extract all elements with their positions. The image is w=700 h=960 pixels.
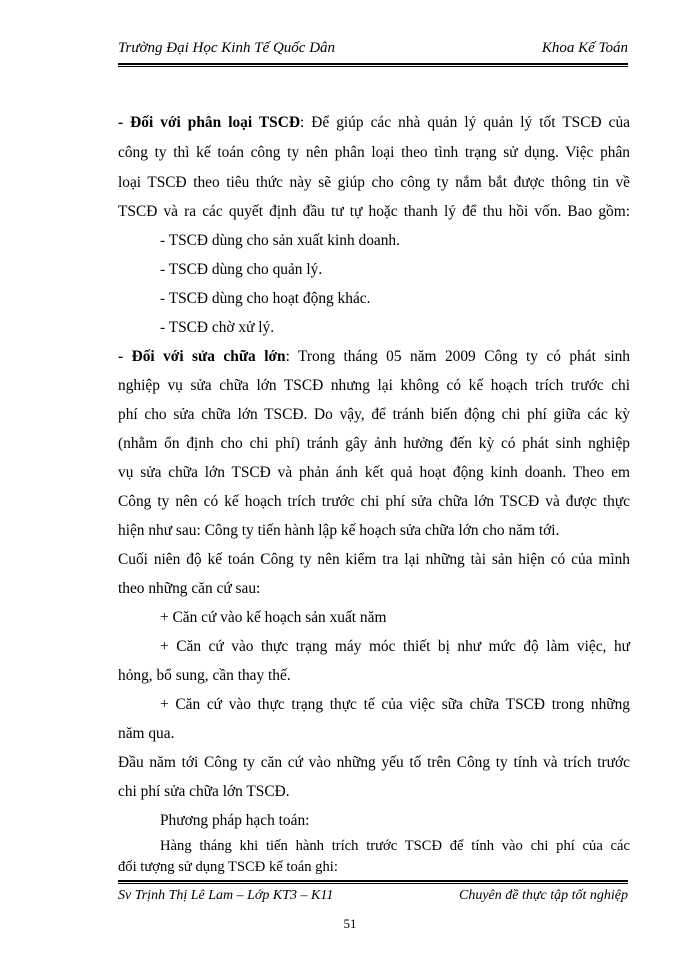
list1-item-4: - TSCĐ chờ xử lý.	[160, 319, 275, 336]
list2-item-3-line2: năm qua.	[118, 725, 175, 742]
p2-line3: phí cho sửa chữa lớn TSCĐ. Do vậy, để tránh biến động chi phí giữa các kỳ	[118, 406, 630, 423]
page-footer	[118, 888, 628, 908]
p5-line: Phương pháp hạch toán:	[160, 812, 310, 829]
p2-line6: Công ty nên có kế hoạch trích trước chi phí sửa chữa lớn TSCĐ và được thực	[118, 493, 630, 510]
p4-line2: chi phí sửa chữa lớn TSCĐ.	[118, 783, 290, 800]
header-rule	[118, 63, 628, 67]
p2-line1	[118, 348, 630, 366]
p3-line1: Cuối niên độ kế toán Công ty nên kiểm tra lại những tài sản hiện có của mình	[118, 551, 630, 568]
p1-line3: loại TSCĐ theo tiêu thức này sẽ giúp cho công ty nắm bắt được thông tin về	[118, 174, 630, 191]
footer-rule	[118, 880, 628, 884]
list2-item-2-line1: + Căn cứ vào thực trạng máy móc thiết bị như mức độ làm việc, hư	[160, 638, 630, 655]
p2-line1-text: : Trong tháng 05 năm 2009 Công ty có phát sinh	[285, 348, 630, 365]
p6-line2: đối tượng sử dụng TSCĐ kế toán ghi:	[118, 859, 338, 875]
list2-item-2-line2: hỏng, bổ sung, cần thay thế.	[118, 667, 291, 684]
footer-title: Chuyên đề thực tập tốt nghiệp	[459, 888, 628, 903]
p2-lead: - Đối với sửa chữa lớn	[118, 348, 286, 365]
p1-line1	[118, 114, 630, 132]
p1-line1-text: : Để giúp các nhà quản lý quản lý tốt TSCĐ của	[299, 114, 630, 131]
page-header	[118, 36, 628, 62]
list2-item-1: + Căn cứ vào kế hoạch sản xuất năm	[160, 609, 387, 626]
header-university: Trường Đại Học Kinh Tế Quốc Dân	[118, 40, 336, 56]
footer-author: Sv Trịnh Thị Lê Lam – Lớp KT3 – K11	[118, 888, 334, 903]
p3-line2: theo những căn cứ sau:	[118, 580, 261, 597]
p1-lead: - Đối với phân loại TSCĐ	[118, 114, 300, 131]
p4-line1: Đầu năm tới Công ty căn cứ vào những yếu tố trên Công ty tính và trích trước	[118, 754, 630, 771]
header-department: Khoa Kế Toán	[541, 40, 628, 56]
list1-item-2: - TSCĐ dùng cho quản lý.	[160, 261, 323, 278]
p2-line4: (nhằm ổn định cho chi phí) tránh gây ảnh hưởng đến kỳ có phát sinh nghiệp	[118, 435, 630, 452]
list1-item-3: - TSCĐ dùng cho hoạt động khác.	[160, 290, 371, 307]
p1-line2: công ty thì kế toán công ty nên phân loại theo tình trạng sử dụng. Việc phân	[118, 144, 630, 161]
list1-item-1: - TSCĐ dùng cho sản xuất kinh doanh.	[160, 232, 400, 249]
p2-line7: hiện như sau: Công ty tiến hành lập kế hoạch sửa chữa lớn cho năm tới.	[118, 522, 560, 539]
page-number: 51	[343, 916, 357, 931]
list2-item-3-line1: + Căn cứ vào thực trạng thực tế của việc sữa chữa TSCĐ trong những	[160, 696, 630, 713]
p2-line5: vụ sửa chữa lớn TSCĐ và phản ánh kết quả hoạt động kinh doanh. Theo em	[118, 464, 630, 481]
p6-line1: Hàng tháng khi tiến hành trích trước TSCĐ để tính vào chi phí của các	[160, 838, 630, 854]
p1-line4: TSCĐ và ra các quyết định đầu tư tự hoặc thanh lý để thu hồi vốn. Bao gồm:	[118, 203, 630, 220]
p2-line2: nghiệp vụ sửa chữa lớn TSCĐ nhưng lại không có kế hoạch trích trước chi	[118, 377, 630, 394]
